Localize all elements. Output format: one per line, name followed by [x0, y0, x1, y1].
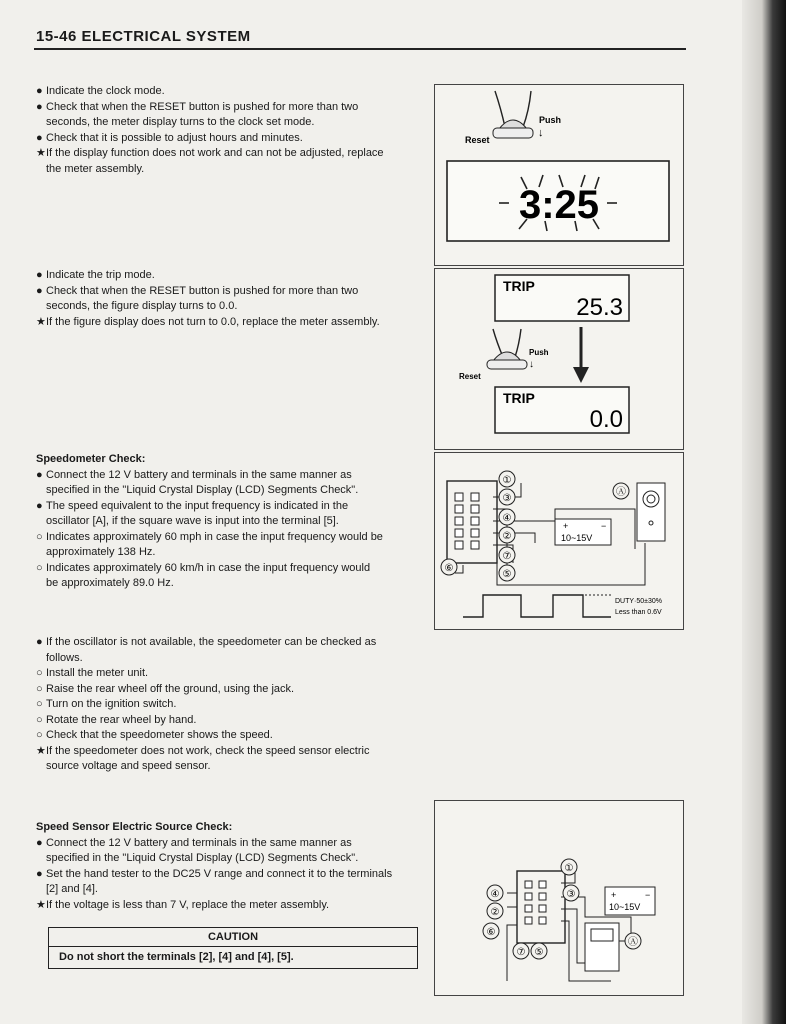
- terminal-2-label: ②: [502, 531, 512, 542]
- clock-figure-svg: [435, 85, 683, 265]
- text-line: follows.: [46, 651, 83, 664]
- reset-label: Reset: [459, 372, 481, 381]
- speed-sensor-check-text: [36, 820, 420, 913]
- text-line: source voltage and speed sensor.: [46, 760, 211, 772]
- figure-speed-sensor-wiring: [434, 800, 684, 996]
- terminal-1-label: ①: [564, 863, 574, 874]
- terminal-labels: [441, 471, 515, 581]
- page-binding-edge: [742, 0, 786, 1024]
- text-line: ● The speed equivalent to the input frequency is indicated in the: [36, 499, 349, 512]
- duty-label: DUTY·50±30%: [615, 598, 663, 605]
- speed-sensor-wiring-svg: [435, 801, 683, 995]
- text-line: ○ Indicates approximately 60 km/h in case the input frequency would: [36, 561, 371, 574]
- trip-top-label: TRIP: [503, 278, 535, 294]
- push-arrow: ↓: [538, 127, 544, 139]
- figure-trip-mode: [434, 268, 684, 450]
- battery-minus: −: [645, 890, 651, 900]
- text-line: ● Connect the 12 V battery and terminals in the same manner as: [36, 836, 352, 849]
- push-label: Push: [529, 348, 549, 357]
- battery-voltage: 10~15V: [609, 902, 641, 912]
- text-line: ● Indicate the clock mode.: [36, 85, 165, 97]
- tester-label: Ⓐ: [628, 937, 638, 948]
- figure-speedometer-wiring: [434, 452, 684, 630]
- clock-mode-text: [36, 84, 420, 177]
- text-line: seconds, the meter display turns to the clock set mode.: [46, 116, 315, 128]
- terminal-3-label: ③: [566, 889, 576, 900]
- battery-minus: −: [601, 521, 607, 531]
- trip-figure-svg: [435, 269, 683, 449]
- terminal-6-label: ⑥: [444, 563, 454, 574]
- text-line: ● Indicate the trip mode.: [36, 269, 155, 281]
- text-line: ○ Rotate the rear wheel by hand.: [36, 713, 197, 726]
- text-line: ● Connect the 12 V battery and terminals in the same manner as: [36, 468, 352, 481]
- caution-text: Do not short the terminals [2], [4] and [4], [5].: [59, 951, 294, 963]
- battery-plus: +: [611, 890, 617, 900]
- text-line: seconds, the figure display turns to 0.0.: [46, 300, 238, 312]
- text-line: specified in the "Liquid Crystal Display (LCD) Segments Check".: [46, 852, 359, 864]
- section-heading: Speed Sensor Electric Source Check:: [36, 821, 233, 833]
- reset-button-icon: [493, 128, 533, 138]
- reset-button-icon: [487, 360, 527, 369]
- text-line: be approximately 89.0 Hz.: [46, 577, 174, 589]
- down-arrow-icon: [573, 367, 589, 383]
- speedometer-check-text: [36, 452, 420, 592]
- text-line: ○ Raise the rear wheel off the ground, using the jack.: [36, 682, 295, 695]
- terminal-1-label: ①: [502, 475, 512, 486]
- text-line: specified in the "Liquid Crystal Display (LCD) Segments Check".: [46, 484, 359, 496]
- text-line: ● Check that when the RESET button is pushed for more than two: [36, 284, 359, 297]
- hand-tester-icon: [585, 923, 619, 971]
- text-line: [2] and [4].: [46, 883, 98, 895]
- reset-label: Reset: [465, 135, 490, 145]
- text-line: ★If the speedometer does not work, check the speed sensor electric: [36, 744, 370, 757]
- terminal-7-label: ⑦: [516, 947, 526, 958]
- caution-title: CAUTION: [49, 928, 417, 947]
- terminal-5-label: ⑤: [534, 947, 544, 958]
- text-line: ● If the oscillator is not available, the speedometer can be checked as: [36, 636, 377, 648]
- terminal-2-label: ②: [490, 907, 500, 918]
- text-line: ● Check that it is possible to adjust hours and minutes.: [36, 131, 303, 144]
- text-line: ● Set the hand tester to the DC25 V range and connect it to the terminals: [36, 867, 393, 880]
- text-line: ★If the figure display does not turn to 0.0, replace the meter assembly.: [36, 315, 380, 328]
- text-line: ○ Turn on the ignition switch.: [36, 698, 177, 710]
- push-label: Push: [539, 115, 562, 125]
- terminal-4-label: ④: [502, 513, 512, 524]
- trip-bottom-value: 0.0: [589, 406, 623, 433]
- text-line: ○ Install the meter unit.: [36, 667, 149, 679]
- page-title: 15-46 ELECTRICAL SYSTEM: [36, 28, 251, 45]
- battery-plus: +: [563, 521, 569, 531]
- terminal-6-label: ⑥: [486, 927, 496, 938]
- text-line: ○ Check that the speedometer shows the speed.: [36, 729, 273, 741]
- header-rule: [34, 48, 686, 50]
- push-arrow: ↓: [529, 359, 534, 370]
- oscillator-alternative-text: [36, 635, 420, 775]
- text-line: ○ Indicates approximately 60 mph in case the input frequency would be: [36, 530, 383, 543]
- figure-clock-mode: [434, 84, 684, 266]
- terminal-7-label: ⑦: [502, 551, 512, 562]
- oscillator-icon: [637, 483, 665, 541]
- text-line: ★If the voltage is less than 7 V, replace the meter assembly.: [36, 898, 330, 911]
- caution-box: [48, 927, 418, 969]
- trip-mode-text: [36, 268, 420, 330]
- less-than-label: Less than 0.6V: [615, 609, 662, 616]
- trip-bottom-label: TRIP: [503, 390, 535, 406]
- trip-top-value: 25.3: [576, 294, 623, 321]
- text-line: the meter assembly.: [46, 162, 145, 175]
- battery-voltage: 10~15V: [561, 533, 593, 543]
- text-line: ● Check that when the RESET button is pushed for more than two: [36, 100, 359, 113]
- terminal-5-label: ⑤: [502, 569, 512, 580]
- clock-display-value: 3:25: [518, 183, 600, 227]
- text-line: ★If the display function does not work and can not be adjusted, replace: [36, 147, 384, 159]
- speedometer-wiring-svg: [435, 453, 683, 629]
- text-line: oscillator [A], if the square wave is input into the terminal [5].: [46, 515, 339, 527]
- text-line: approximately 138 Hz.: [46, 546, 156, 558]
- square-wave-icon: [463, 595, 611, 617]
- terminal-4-label: ④: [490, 889, 500, 900]
- oscillator-label: Ⓐ: [616, 487, 626, 498]
- section-heading: Speedometer Check:: [36, 453, 146, 465]
- terminal-3-label: ③: [502, 493, 512, 504]
